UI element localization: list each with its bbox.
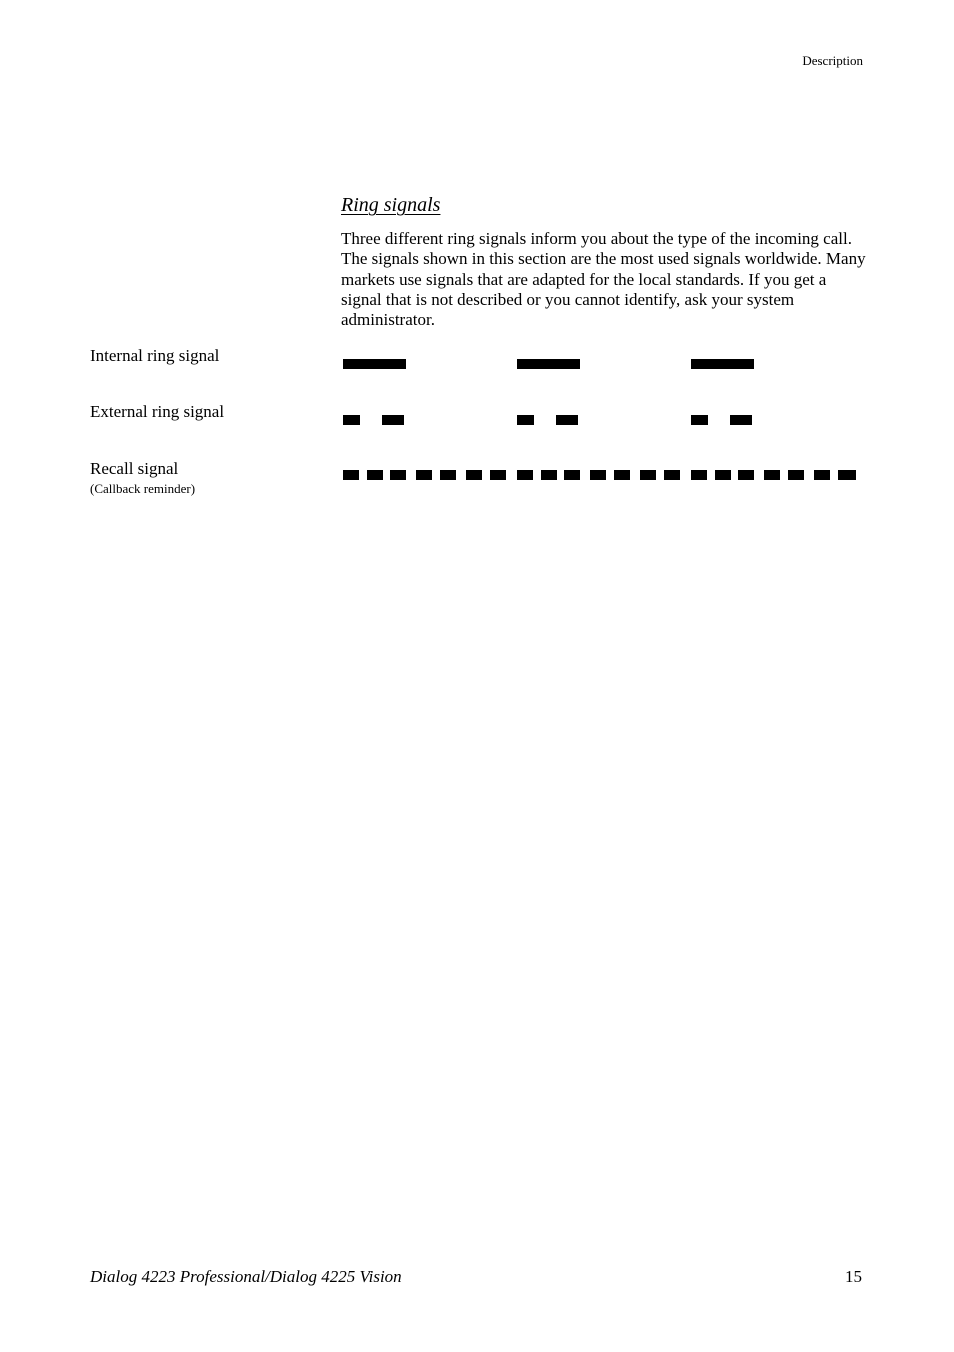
ring-pulse — [556, 415, 578, 425]
recall-pulse — [541, 470, 557, 480]
recall-signal-sublabel: (Callback reminder) — [90, 481, 196, 496]
recall-pulse — [416, 470, 432, 480]
footer-document-title: Dialog 4223 Professional/Dialog 4225 Vision — [90, 1267, 402, 1286]
recall-pulse — [764, 470, 780, 480]
ring-pulse — [517, 359, 580, 369]
recall-pulse — [838, 470, 856, 480]
intro-paragraph: Three different ring signals inform you about the type of the incoming call. The signals shown in this section are the most used signals worldwide. Many markets use signals that are adapted for the local standards. If you get a signal that is not described or you cannot identify, ask your system administrator. — [341, 229, 866, 330]
recall-pulse — [664, 470, 680, 480]
ring-pulse — [691, 415, 708, 425]
recall-signal-pattern — [343, 470, 856, 482]
ring-pulse — [691, 359, 754, 369]
recall-pulse — [814, 470, 830, 480]
recall-pulse — [788, 470, 804, 480]
external-ring-signal-label: External ring signal — [90, 402, 225, 421]
recall-pulse — [738, 470, 754, 480]
ring-pulse — [343, 415, 360, 425]
section-title: Ring signals — [341, 194, 441, 216]
recall-pulse — [440, 470, 456, 480]
page-header-section: Description — [802, 53, 863, 68]
recall-pulse — [715, 470, 731, 480]
recall-pulse — [517, 470, 533, 480]
recall-pulse — [590, 470, 606, 480]
recall-pulse — [564, 470, 580, 480]
recall-pulse — [614, 470, 630, 480]
recall-pulse — [367, 470, 383, 480]
recall-pulse — [466, 470, 482, 480]
recall-pulse — [390, 470, 406, 480]
ring-pulse — [382, 415, 404, 425]
recall-pulse — [691, 470, 707, 480]
ring-pulse — [517, 415, 534, 425]
internal-ring-signal-label: Internal ring signal — [90, 346, 220, 365]
recall-pulse — [343, 470, 359, 480]
recall-pulse — [490, 470, 506, 480]
external-ring-signal-pattern — [343, 415, 856, 427]
internal-ring-signal-pattern — [343, 359, 856, 371]
recall-pulse — [640, 470, 656, 480]
footer-page-number: 15 — [845, 1267, 862, 1286]
ring-pulse — [343, 359, 406, 369]
recall-signal-label: Recall signal — [90, 459, 179, 478]
ring-pulse — [730, 415, 752, 425]
